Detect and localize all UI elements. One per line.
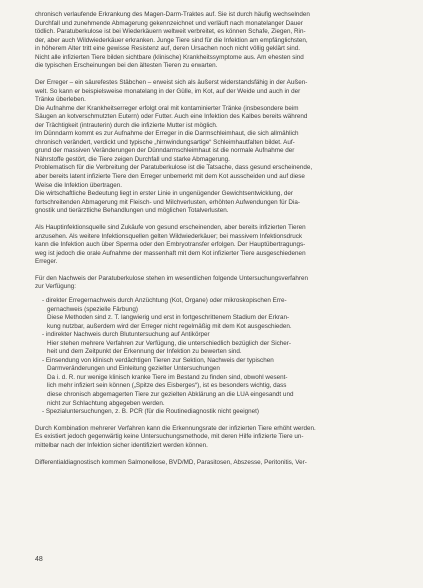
paragraph-gap [35,450,388,458]
paragraph-gap [35,417,388,425]
diagnosis-intro-paragraph: Für den Nachweis der Paratuberkulose stehen im wesentlichen folgende Untersuchungsverfahren zur Verfügung: [35,274,309,291]
diagnostic-methods-list [35,297,388,417]
list-item-special-tests: - Spezialuntersuchungen, z. B. PCR (für die Routinediagnostik nicht geeignet) [42,408,260,416]
differential-diagnosis-paragraph: Differentialdiagnostisch kommen Salmonellose, BVD/MD, Parasitosen, Abszesse, Peritonitis, Ver- [35,458,307,466]
page-number: 48 [35,556,43,563]
list-item-indirect-detection: - indirekter Nachweis durch Blutuntersuchung auf Antikörper Hier stehen mehrere Verfahren zur Verfügung, die unterschiedlich bezüglich der Sicher- heit und dem Zeitpunkt der Erkennung der Infektion zu bewerten sind. [42,331,291,356]
paragraph-gap [35,267,388,275]
combination-paragraph: Durch Kombination mehrerer Verfahren kann die Erkennungsrate der infizierten Tiere erhöht werden. Es existiert jedoch gegenwärtig keine Untersuchungsmethode, mit deren Hilfe infizierte Tiere un- mittelbar nach der Infektion sicher identifiziert werden können. [35,424,316,449]
intro-paragraph: chronisch verlaufende Erkrankung des Magen-Darm-Traktes auf. Sie ist durch häufig wechselnden Durchfall und zunehmende Abmagerung gekennzeichnet und verläuft nach monatelanger Dauer tödlich. Paratuberkulose ist bei Wiederkäuern weltweit verbreitet, es können Schafe, Ziegen, Rin- der, aber auch Wildwiederkäuer erkranken. Junge Tiere sind für die Infektion am empfänglichsten, in höherem Alter tritt eine gewisse Resistenz auf, deren Ursachen noch nicht völlig geklärt sind. Nicht alle infizierten Tiere bilden sichtbare (klinische) Krankheitssymptome aus. Am ehesten sind die typischen Erscheinungen bei den ältesten Tieren zu erwarten. [35,11,310,70]
pathogen-paragraph: Der Erreger – ein säurefestes Stäbchen – erweist sich als äußerst widerstandsfähig in der Außen- welt. So kann er beispielsweise monatelang in der Gülle, im Kot, auf der Weide und auch in der Tränke überleben. Die Aufnahme der Krankheitserreger erfolgt oral mit kontaminierter Tränke (insbesondere beim Säugen an kotverschmutzten Eutern) oder Futter. Auch eine Infektion des Kalbes bereits während der Trächtigkeit (intrauterin) durch die infizierte Mutter ist möglich. Im Dünndarm kommt es zur Aufnahme der Erreger in die Darmschleimhaut, die sich allmählich chronisch verändert, verdickt und typische „hirnwindungsartige“ Schleimhautfalten bildet. Auf- grund der massiven Veränderungen der Dünndarmschleimhaut ist die normale Aufnahme der Nährstoffe gestört, die Tiere zeigen Durchfall und starke Abmagerung. Problematisch für die Verbreitung der Paratuberkulose ist die Tatsache, dass gesund erscheinende, aber bereits latent infizierte Tiere den Erreger unbemerkt mit dem Kot ausscheiden und auf diese Weise die Infektion übertragen. Die wirtschaftliche Bedeutung liegt in erster Linie in ungenügender Gewichtsentwicklung, der fortschreitenden Abmagerung mit Fleisch- und Milchverlusten, erhöhten Aufwendungen für Dia- gnostik und tierärztliche Behandlungen und möglichen Totalverlusten. [35,79,313,215]
paragraph-gap [35,216,388,224]
infection-source-paragraph: Als Hauptinfektionsquelle sind Zukäufe von gesund erscheinenden, aber bereits infizierten Tieren anzusehen. Als weitere Infektionsquellen gelten Wildwiederkäuer; bei massivem Infektionsdruck kann die Infektion auch über Sperma oder den Embryotransfer erfolgen. Der Hauptübertragungs- weg ist jedoch die orale Aufnahme der massenhaft mit dem Kot infizierter Tiere ausgeschiedenen Erreger. [35,223,306,266]
list-item-section-submission: - Einsendung von klinisch verdächtigen Tieren zur Sektion, Nachweis der typischen Darmveränderungen und Einleitung gezielter Untersuchungen Da i. d. R. nur wenige klinisch kranke Tiere im Bestand zu finden sind, obwohl wesent- lich mehr infiziert sein können („Spitze des Eisberges“), ist es besonders wichtig, dass diese chronisch abgemagerten Tiere zur gezielten Abklärung an die LUA eingesandt und nicht zur Schlachtung abgegeben werden. [42,356,294,407]
paragraph-gap [35,71,388,79]
list-item-direct-detection: - direkter Erregernachweis durch Anzüchtung (Kot, Organe) oder mikroskopischen Erre- gernachweis (spezielle Färbung) Diese Methoden sind z. T. langwierig und erst in fortgeschrittenem Stadium der Erkran- kung nutzbar, außerdem wird der Erreger nicht regelmäßig mit dem Kot ausgeschieden. [42,296,292,330]
